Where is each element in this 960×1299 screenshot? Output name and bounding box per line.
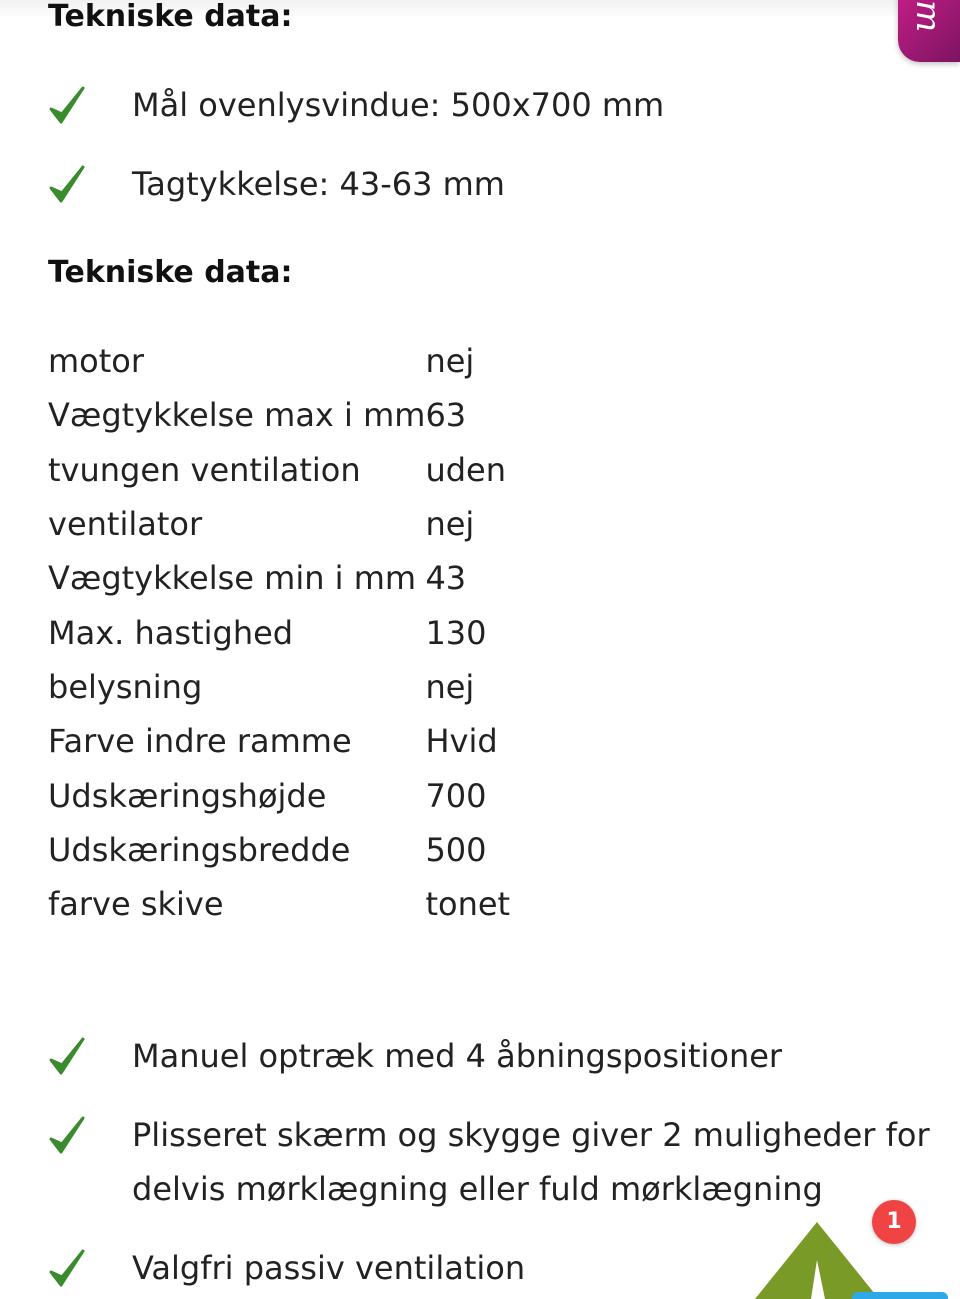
spec-key: Max. hastighed [48, 613, 294, 652]
table-row [48, 877, 510, 931]
feature-text: Valgfri passiv ventilation [132, 1249, 526, 1287]
chat-button-edge[interactable] [852, 1292, 948, 1299]
checkmark-icon [48, 1249, 86, 1289]
table-row [48, 823, 510, 877]
table-row [48, 714, 510, 768]
spec-key: motor [48, 342, 145, 381]
spec-table [48, 334, 510, 931]
spec-value: nej [425, 342, 475, 381]
spec-key: Farve indre ramme [48, 722, 352, 761]
feature-text-line-2: delvis mørklægning eller fuld mørklægning [132, 1170, 823, 1208]
feature-text-line-1: Plisseret skærm og skygge giver 2 muligheder for [132, 1116, 930, 1154]
side-tab-button[interactable] [898, 0, 960, 62]
spec-value: uden [425, 450, 506, 489]
spec-value: nej [425, 505, 475, 544]
tech-data-heading: Tekniske data: [48, 255, 293, 290]
notification-badge[interactable]: 1 [872, 1200, 916, 1244]
table-row [48, 605, 510, 659]
table-row [48, 551, 510, 605]
side-tab-glyph: m [908, 0, 948, 33]
table-row [48, 443, 510, 497]
spec-value: nej [425, 667, 475, 706]
feature-item-manual-opening [48, 1029, 908, 1083]
tent-icon[interactable] [755, 1220, 885, 1299]
spec-key: Udskæringshøjde [48, 776, 327, 815]
spec-value: 130 [425, 613, 487, 652]
checkmark-icon [48, 1116, 86, 1156]
feature-item-roof-thickness [48, 157, 908, 211]
spec-key: tvungen ventilation [48, 450, 361, 489]
feature-text: Tagtykkelse: 43-63 mm [132, 165, 505, 203]
spec-key: farve skive [48, 885, 224, 924]
feature-text: Mål ovenlysvindue: 500x700 mm [132, 86, 665, 124]
spec-value: 43 [425, 559, 467, 598]
feature-text: Manuel optræk med 4 åbningspositioner [132, 1037, 783, 1075]
checkmark-icon [48, 165, 86, 205]
spec-value: 700 [425, 776, 487, 815]
spec-key: belysning [48, 667, 203, 706]
spec-value: 500 [425, 830, 487, 869]
tech-data-heading-top: Tekniske data: [48, 0, 293, 34]
table-row [48, 497, 510, 551]
spec-value: tonet [425, 885, 511, 924]
spec-value: Hvid [425, 722, 498, 761]
spec-value: 63 [425, 396, 467, 435]
feature-item-pleated-screen [48, 1108, 930, 1216]
spec-key: ventilator [48, 505, 203, 544]
table-row [48, 334, 510, 388]
table-row [48, 768, 510, 822]
feature-item-window-size [48, 78, 908, 132]
checkmark-icon [48, 1037, 86, 1077]
table-row [48, 388, 510, 442]
spec-key: Udskæringsbredde [48, 830, 351, 869]
table-row [48, 660, 510, 714]
spec-key: Vægtykkelse min i mm [48, 559, 417, 598]
spec-key: Vægtykkelse max i mm [48, 396, 426, 435]
checkmark-icon [48, 86, 86, 126]
